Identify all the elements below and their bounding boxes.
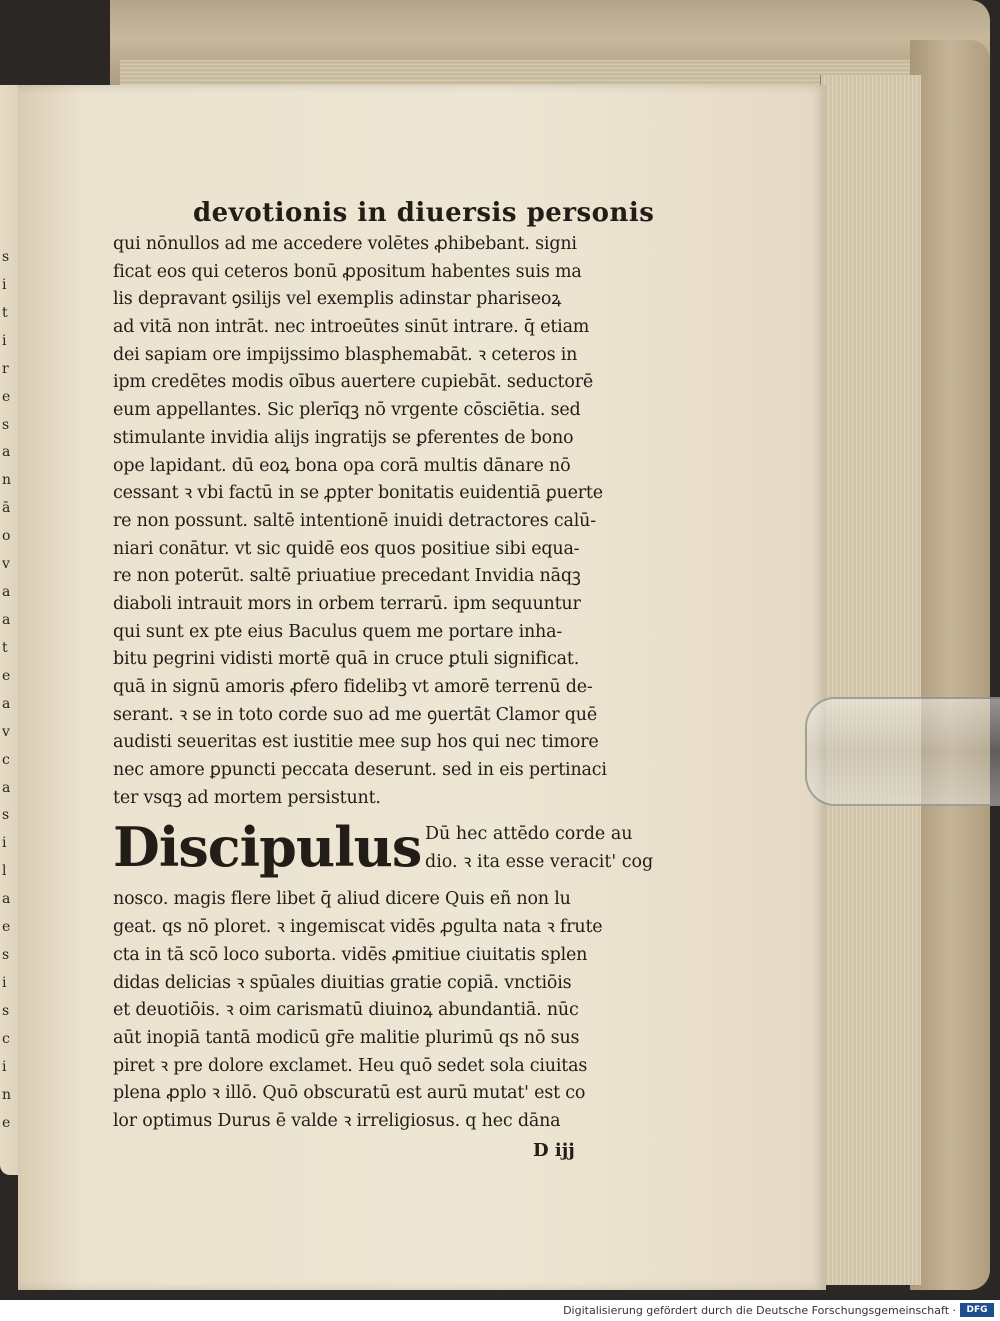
text-line: cta in tā scō loco suborta. vidēs ꝓmitiue ciuitatis splen <box>113 944 588 965</box>
text-line: audisti seueritas est iustitie mee sup hos qui nec timore <box>113 732 599 753</box>
text-line: ope lapidant. dū eoꝝ bona opa corā multis dānare nō <box>113 455 571 476</box>
book-cover-right <box>910 40 990 1290</box>
text-line: qui nōnullos ad me accedere volētes ꝓhibebant. signi <box>113 234 577 254</box>
text-lines-upper <box>113 231 703 812</box>
text-line: lor optimus Durus ē valde ꝛ irreligiosus. q hec dāna <box>113 1110 561 1131</box>
signature-mark: D ijj <box>533 1139 575 1161</box>
facing-page-char: a <box>2 892 11 907</box>
facing-page-char: i <box>2 277 7 292</box>
facing-page-char: i <box>2 1059 7 1074</box>
running-head: devotionis in diuersis personis <box>193 198 655 228</box>
section-opening <box>113 814 703 886</box>
text-line: dei sapiam ore impijssimo blasphemabāt. ꝛ ceteros in <box>113 344 578 365</box>
facing-page-char: e <box>2 668 11 683</box>
glass-page-weight <box>805 697 1000 806</box>
footer-bar <box>0 1300 1000 1321</box>
facing-page-char: r <box>2 361 9 376</box>
text-line: re non poterūt. saltē priuatiue precedant Invidia nāqꝫ <box>113 566 581 587</box>
facing-page-char: s <box>2 250 10 264</box>
text-line: re non possunt. saltē intentionē inuidi detractores calū- <box>113 510 596 531</box>
facing-page-char: a <box>2 445 11 460</box>
text-line: cessant ꝛ vbi factū in se ꝓpter bonitatis euidentiā ꝑuerte <box>113 483 603 504</box>
text-line: bitu pegrini vidisti mortē quā in cruce ꝑtuli significat. <box>113 649 580 670</box>
recto-page <box>18 85 826 1290</box>
text-line: eum appellantes. Sic plerīqꝫ nō vrgente cōsciētia. sed <box>113 400 581 421</box>
facing-page-char: s <box>2 948 10 963</box>
section-initial-word: Discipulus <box>113 815 422 880</box>
section-opening-lines <box>425 820 705 876</box>
text-line: geat. qs nō ploret. ꝛ ingemiscat vidēs ꝓgulta nata ꝛ frute <box>113 917 603 938</box>
facing-page-char: v <box>2 724 10 739</box>
text-line: plena ꝓplo ꝛ illō. Quō obscuratū est aurū mutat' est co <box>113 1083 586 1104</box>
facing-page-char: o <box>2 529 11 544</box>
facing-page-char: c <box>2 1031 10 1046</box>
text-line: piret ꝛ pre dolore exclamet. Heu quō sedet sola ciuitas <box>113 1055 588 1076</box>
text-line: Dū hec attēdo corde au <box>425 824 633 845</box>
facing-page-char: a <box>2 585 11 600</box>
facing-page-char: n <box>2 473 12 488</box>
facing-page-char: e <box>2 1115 11 1130</box>
page-block-fore-edge <box>820 75 921 1285</box>
facing-page-char: i <box>2 836 7 851</box>
facing-page-char: s <box>2 417 10 432</box>
text-line: aūt inopiā tantā modicū gr̄e malitie plurimū qs nō sus <box>113 1027 580 1048</box>
text-lines-lower <box>113 886 703 1135</box>
text-line: niari conātur. vt sic quidē eos quos positiue sibi equa- <box>113 538 580 559</box>
facing-page-char: s <box>2 1003 10 1018</box>
text-line: nec amore ꝑpuncti peccata deserunt. sed in eis pertinaci <box>113 760 607 781</box>
text-line: dio. ꝛ ita esse veracit' cog <box>425 852 654 873</box>
text-line: ipm credētes modis oībus auertere cupiebāt. seductorē <box>113 372 594 393</box>
text-line: stimulante invidia alijs ingratijs se ꝑferentes de bono <box>113 427 574 448</box>
facing-page-char: n <box>2 1087 12 1102</box>
facing-page-char: l <box>2 864 7 879</box>
text-block <box>113 195 703 1166</box>
dfg-logo: DFG <box>960 1303 994 1317</box>
facing-page-char: c <box>2 752 10 767</box>
facing-page-char: a <box>2 696 11 711</box>
text-line: ficat eos qui ceteros bonū ꝓpositum habentes suis ma <box>113 261 582 282</box>
text-line: didas delicias ꝛ spūales diuitias gratie copiā. vnctiōis <box>113 972 572 993</box>
facing-page-char: i <box>2 975 7 990</box>
text-line: quā in signū amoris ꝓfero fidelibꝫ vt amorē terrenū de- <box>113 677 593 697</box>
facing-page-char: ā <box>2 501 11 516</box>
facing-page-char: t <box>2 640 8 655</box>
facing-page-char: s <box>2 808 10 823</box>
facing-page-char: i <box>2 333 7 348</box>
text-line: ad vitā non intrāt. nec introeūtes sinūt intrare. q̄ etiam <box>113 317 590 338</box>
facing-page-char: a <box>2 780 11 795</box>
text-line: nosco. magis flere libet q̄ aliud dicere Quis eñ non lu <box>113 889 571 910</box>
facing-page-char: e <box>2 920 11 935</box>
facing-page-char: t <box>2 305 8 320</box>
footer-credit: Digitalisierung gefördert durch die Deutsche Forschungsgemeinschaft · <box>563 1304 956 1317</box>
facing-page-char: a <box>2 612 11 627</box>
text-line: diaboli intrauit mors in orbem terrarū. ipm sequuntur <box>113 593 581 614</box>
text-line: serant. ꝛ se in toto corde suo ad me ꝯuertāt Clamor quē <box>113 704 597 725</box>
facing-page-char: v <box>2 557 10 572</box>
text-line: qui sunt ex pte eius Baculus quem me portare inha- <box>113 621 563 642</box>
facing-page-char: e <box>2 389 11 404</box>
text-line: et deuotiōis. ꝛ oim carismatū diuinoꝝ abundantiā. nūc <box>113 1000 579 1021</box>
text-line: ter vsqꝫ ad mortem persistunt. <box>113 787 381 808</box>
text-line: lis depravant ꝯsilijs vel exemplis adinstar phariseoꝝ <box>113 289 562 310</box>
